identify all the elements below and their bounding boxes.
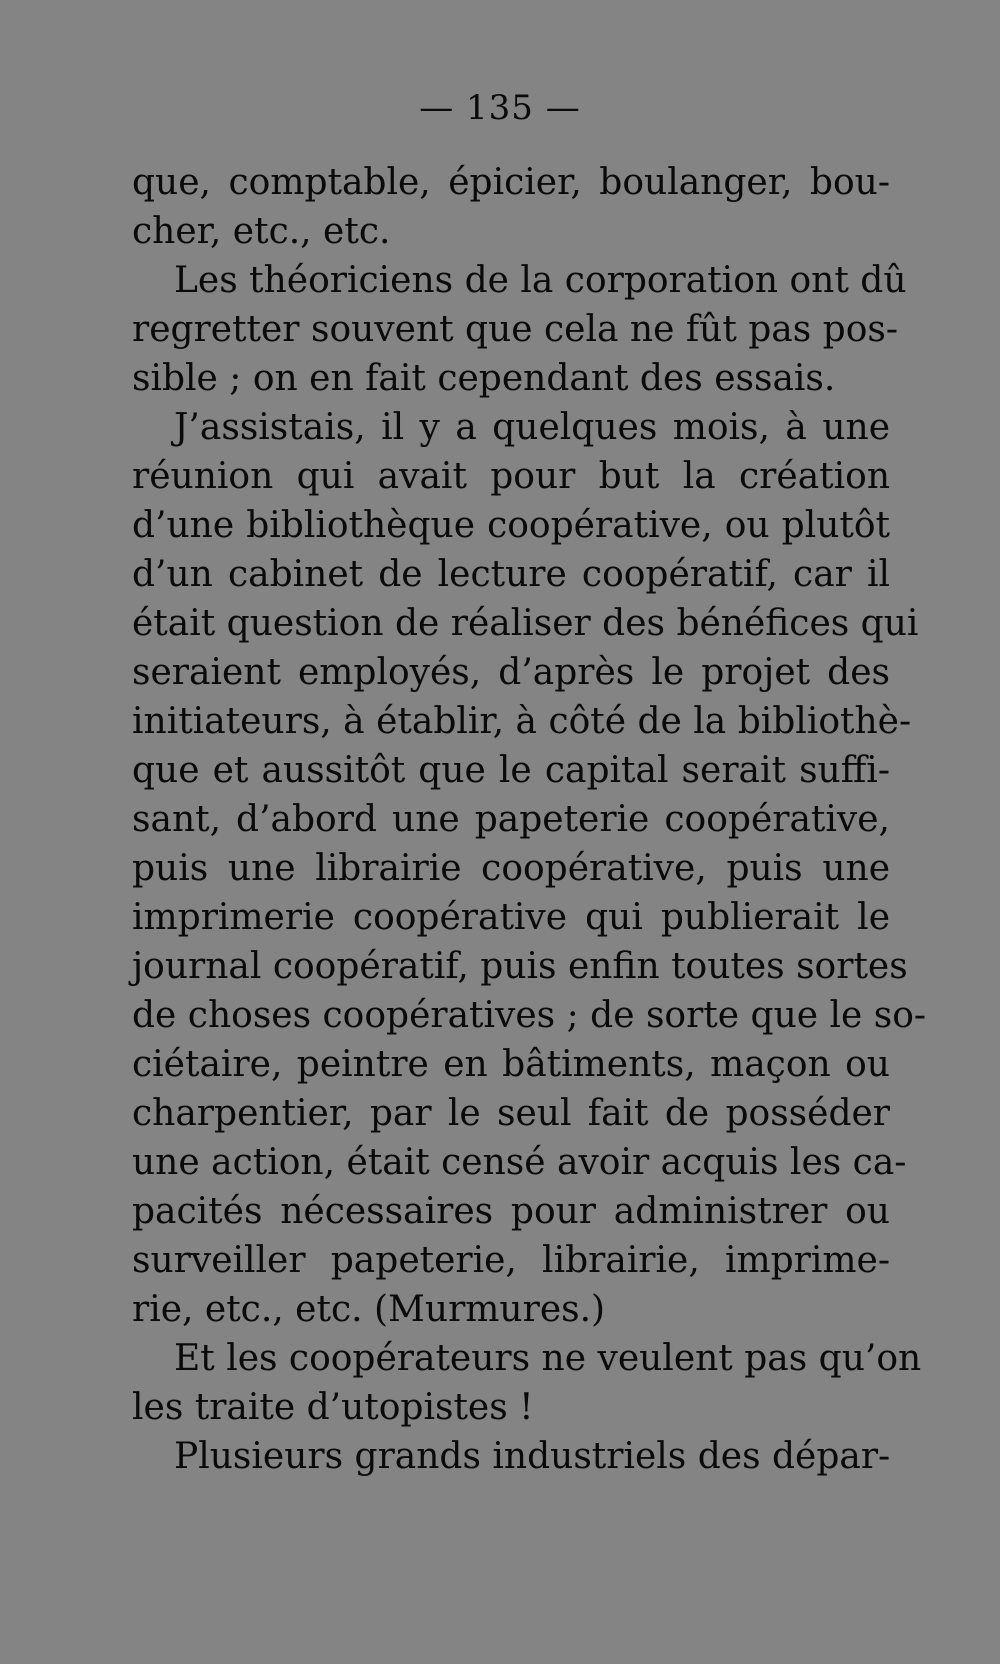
text-line: Plusieurs grands industriels des dépar- (174, 1436, 891, 1477)
text-line: les traite d’utopistes ! (132, 1387, 534, 1428)
text-line: puis une librairie coopérative, puis une (132, 848, 890, 889)
text-line: d’un cabinet de lecture coopératif, car il (132, 554, 890, 595)
text-line: seraient employés, d’après le projet des (132, 652, 890, 693)
text-line: rie, etc., etc. (Murmures.) (132, 1289, 606, 1330)
text-line: cher, etc., etc. (132, 211, 391, 252)
text-line: J’assistais, il y a quelques mois, à une (174, 407, 890, 448)
text-line: charpentier, par le seul fait de posséder (132, 1093, 890, 1134)
text-line: sant, d’abord une papeterie coopérative, (132, 799, 890, 840)
text-line: que, comptable, épicier, boulanger, bou- (132, 162, 890, 203)
text-line: d’une bibliothèque coopérative, ou plutôt (132, 505, 890, 546)
text-line: réunion qui avait pour but la création (132, 456, 890, 497)
text-line: que et aussitôt que le capital serait suffi- (132, 750, 890, 791)
page-number: — 135 — (419, 88, 581, 128)
text-line: Les théoriciens de la corporation ont dû (174, 260, 907, 301)
text-line: Et les coopérateurs ne veulent pas qu’on (174, 1338, 922, 1379)
text-line: ciétaire, peintre en bâtiments, maçon ou (132, 1044, 890, 1085)
text-line: de choses coopératives ; de sorte que le so- (132, 995, 927, 1036)
text-line: surveiller papeterie, librairie, imprime- (132, 1240, 890, 1281)
text-line: une action, était censé avoir acquis les ca- (132, 1142, 907, 1183)
text-line: initiateurs, à établir, à côté de la bibliothè- (132, 701, 912, 742)
text-line: pacités nécessaires pour administrer ou (132, 1191, 890, 1232)
text-line: journal coopératif, puis enfin toutes sortes (132, 946, 908, 987)
text-line: était question de réaliser des bénéfices qui (132, 603, 919, 644)
body-text (132, 158, 927, 1481)
text-line: regretter souvent que cela ne fût pas pos- (132, 309, 899, 350)
text-line: imprimerie coopérative qui publierait le (132, 897, 890, 938)
text-line: sible ; on en fait cependant des essais. (132, 358, 836, 399)
